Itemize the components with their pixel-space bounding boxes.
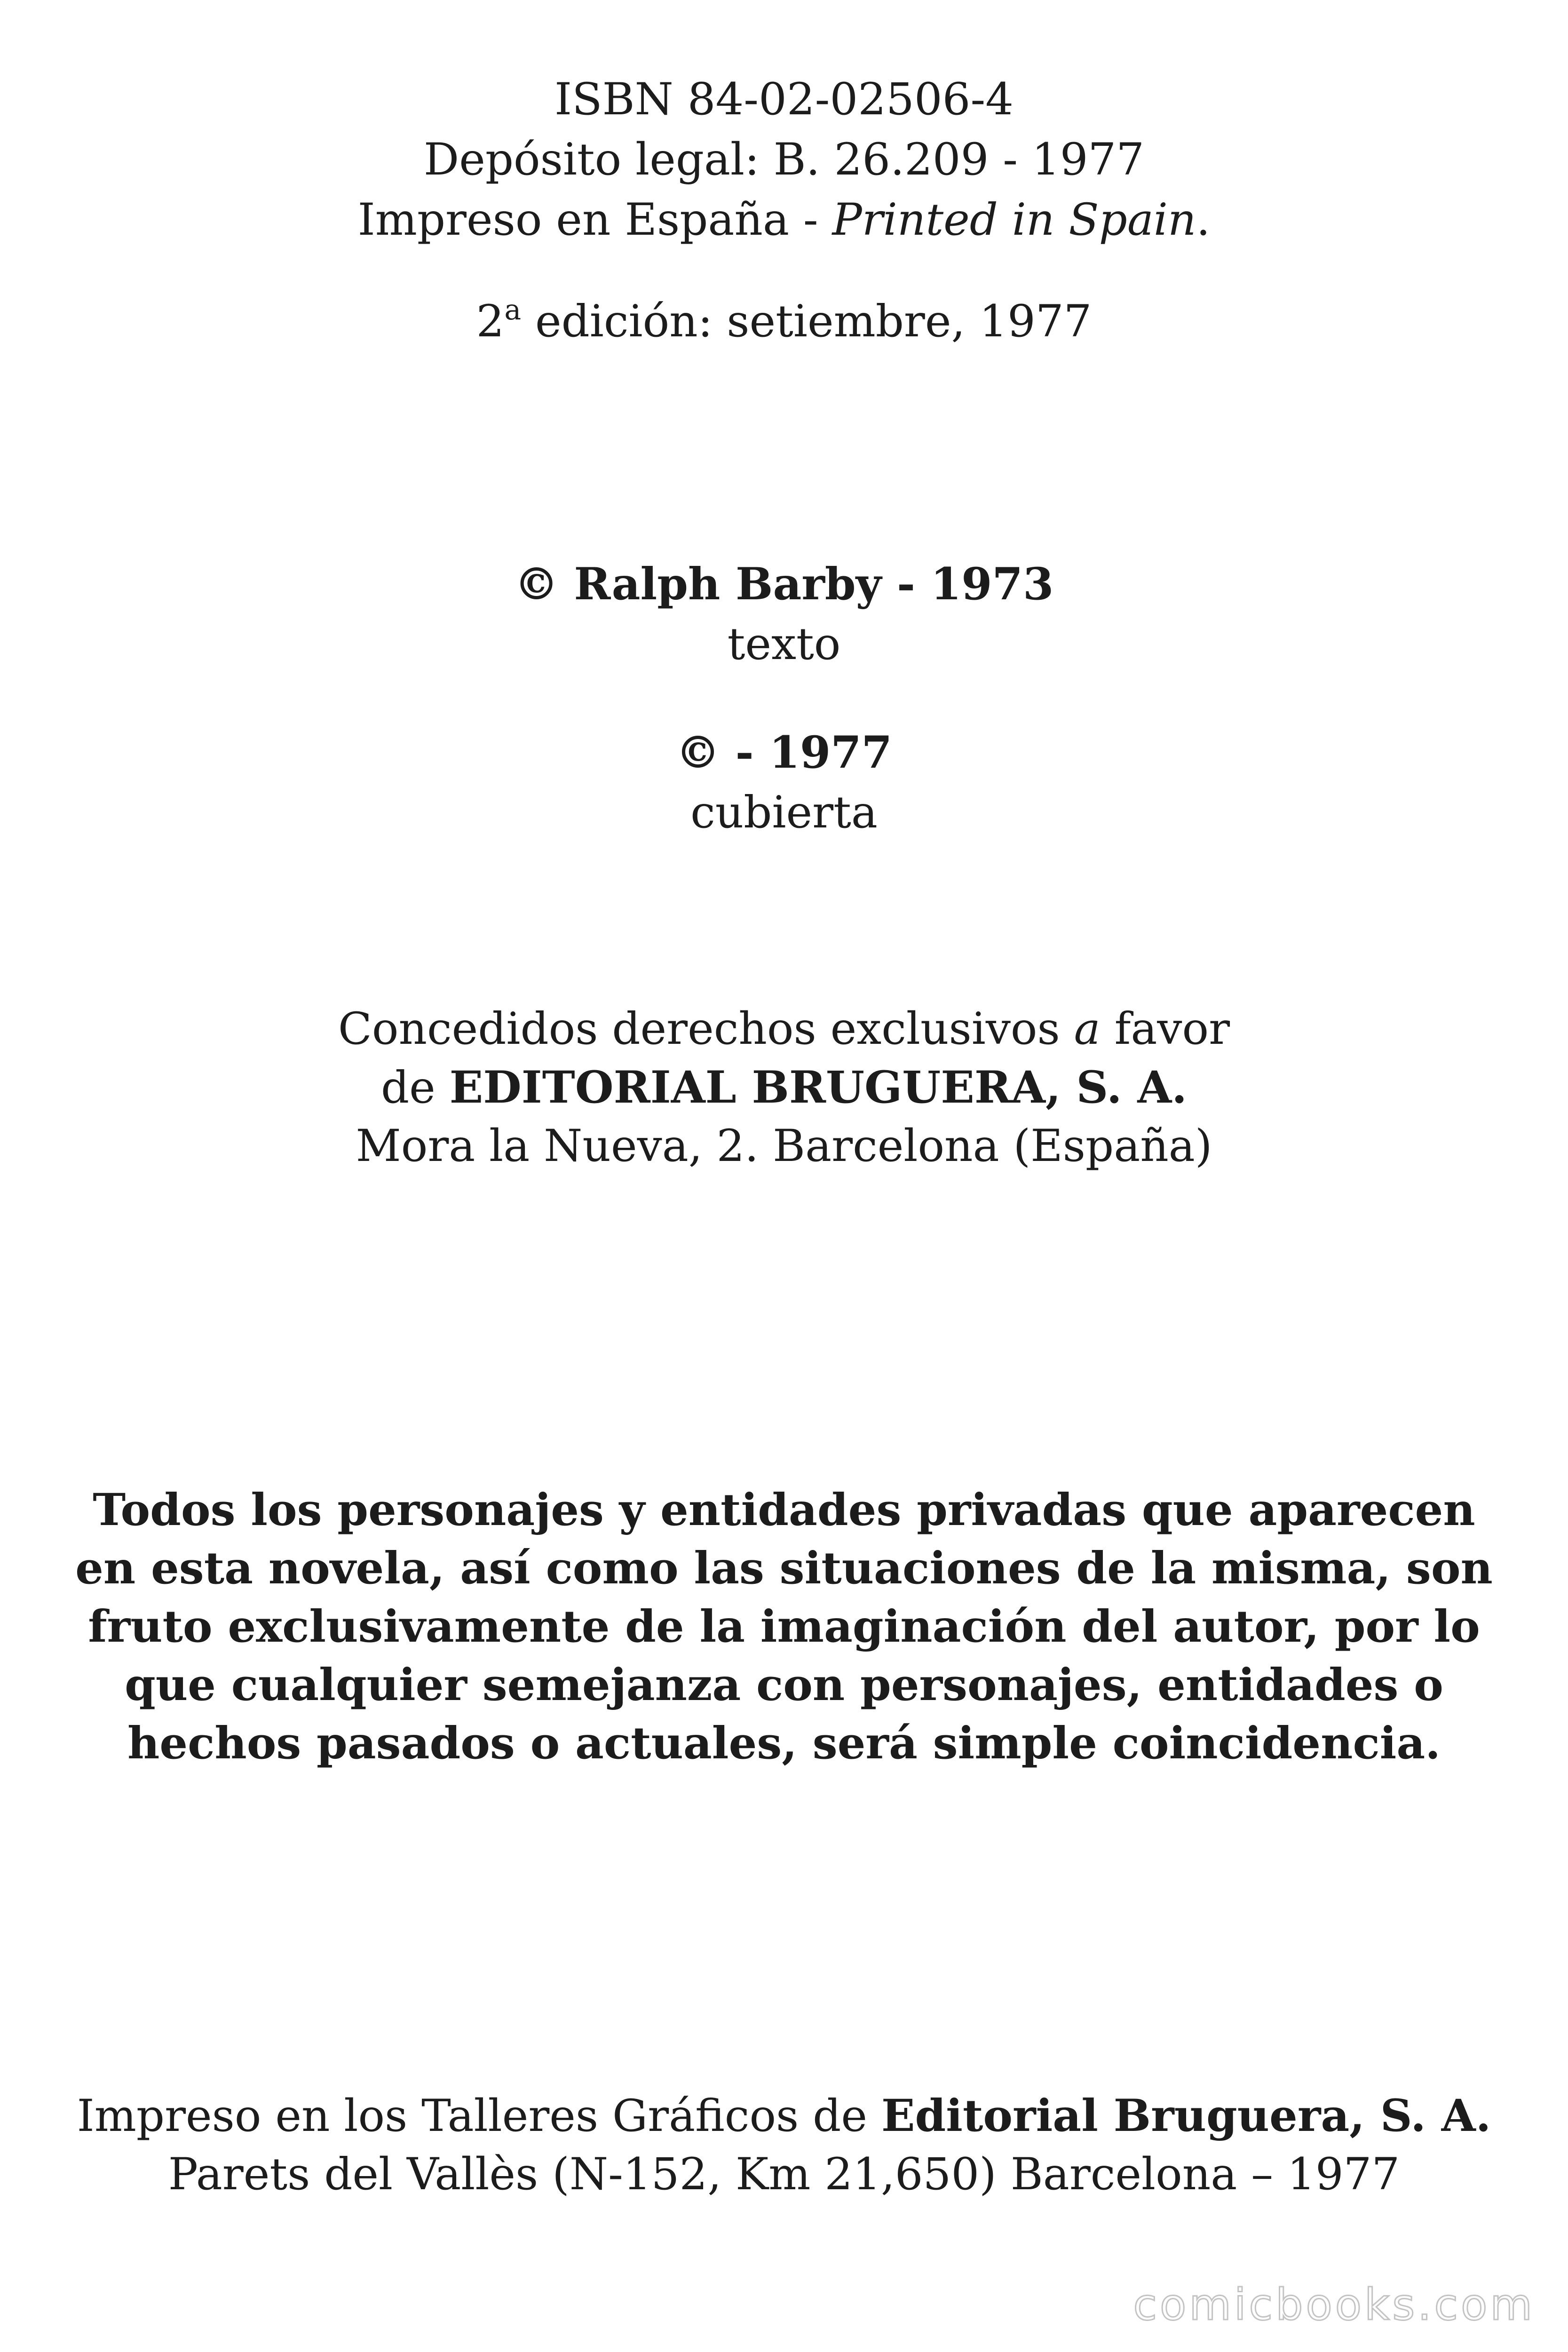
- impreso-prefix: Impreso en España -: [357, 194, 832, 246]
- copyright-text-block: [0, 554, 1568, 675]
- printer-line-1: [0, 2087, 1568, 2145]
- copyright-cover-label: cubierta: [690, 787, 878, 838]
- disclaimer-line: hechos pasados o actuales, será simple coincidencia.: [127, 1717, 1441, 1769]
- disclaimer-line: que cualquier semejanza con personajes, entidades o: [125, 1659, 1443, 1711]
- printer-line-1-prefix: Impreso en los Talleres Gráficos de: [77, 2090, 881, 2142]
- edition-line: [0, 292, 1568, 352]
- edition-number: 2: [476, 296, 505, 347]
- printed-in-spain: Printed in Spain: [832, 194, 1196, 246]
- watermark: comicbooks.com: [1133, 2280, 1535, 2330]
- copyright-text-holder: © Ralph Barby - 1973: [514, 558, 1054, 610]
- isbn-line: ISBN 84-02-02506-4: [554, 74, 1014, 125]
- copyright-cover-holder: © - 1977: [675, 727, 893, 779]
- rights-line-2: [0, 1058, 1568, 1117]
- rights-line-1: [0, 1000, 1568, 1058]
- rights-line-1-b: favor: [1100, 1003, 1230, 1055]
- copyright-cover-block: [0, 723, 1568, 843]
- printer-name: Editorial Bruguera, S. A.: [881, 2090, 1491, 2142]
- disclaimer-line: Todos los personajes y entidades privadas que aparecen: [93, 1484, 1475, 1536]
- impreso-suffix: .: [1196, 194, 1211, 246]
- edition-block: [0, 292, 1568, 352]
- printer-block: [0, 2087, 1568, 2204]
- imprint-block: [0, 70, 1568, 250]
- publisher-address: Mora la Nueva, 2. Barcelona (España): [356, 1120, 1212, 1172]
- edition-ordinal: a: [504, 294, 522, 326]
- deposito-legal-line: Depósito legal: B. 26.209 - 1977: [423, 134, 1145, 185]
- rights-line-1-a: Concedidos derechos exclusivos: [338, 1003, 1074, 1055]
- edition-date: edición: setiembre, 1977: [521, 296, 1092, 347]
- impreso-line: [0, 190, 1568, 250]
- disclaimer-line: en esta novela, así como las situaciones de la misma, son: [75, 1542, 1493, 1594]
- printer-address: Parets del Vallès (N-152, Km 21,650) Barcelona – 1977: [168, 2149, 1400, 2200]
- disclaimer-block: [0, 1481, 1568, 1772]
- rights-line-1-italic: a: [1074, 1003, 1101, 1055]
- disclaimer-line: fruto exclusivamente de la imaginación del autor, por lo: [88, 1601, 1480, 1653]
- rights-line-2-prefix: de: [380, 1062, 450, 1113]
- publisher-name: EDITORIAL BRUGUERA, S. A.: [449, 1062, 1188, 1113]
- rights-block: [0, 1000, 1568, 1176]
- copyright-text-label: texto: [727, 619, 841, 670]
